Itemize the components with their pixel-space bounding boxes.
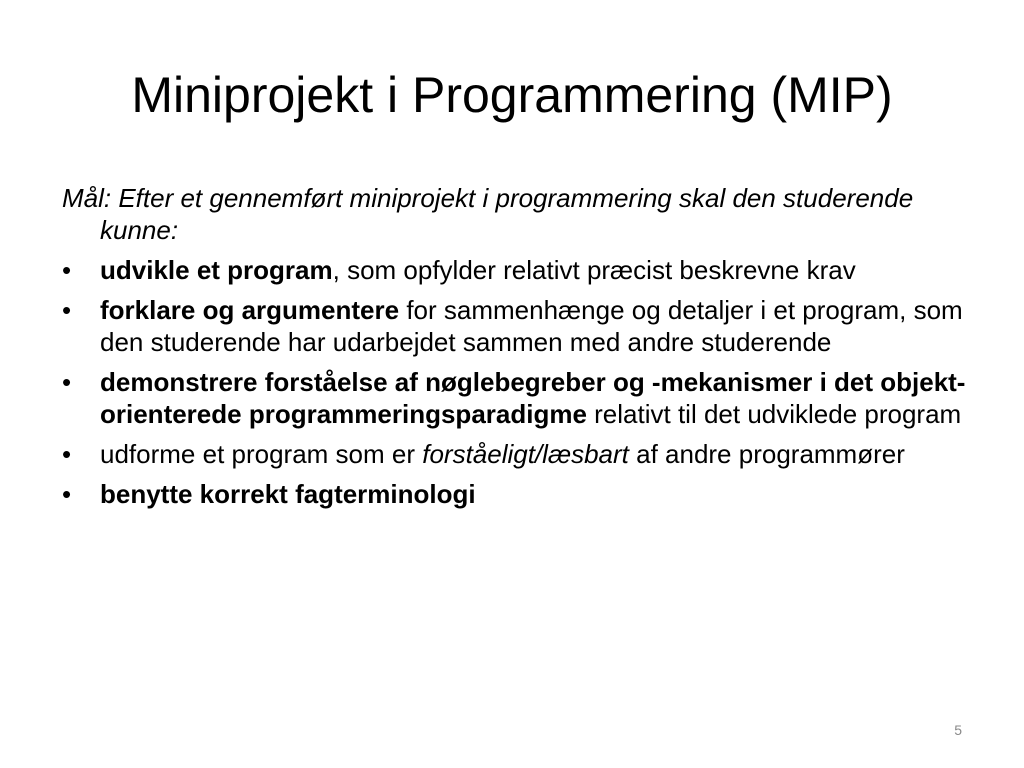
bullet-text: udforme et program som er xyxy=(100,439,423,469)
bullet-list xyxy=(62,254,967,510)
bullet-dot-icon: • xyxy=(62,367,72,397)
bullet-item-readable-program xyxy=(62,438,967,470)
bullet-item-develop-program xyxy=(62,254,967,286)
bullet-bold-text: demonstrere forståelse af nøglebegreber og -mekanismer i det objekt-orienterede programmeringsparadigme xyxy=(100,367,966,429)
bullet-text: for sammenhænge og detaljer i et program, som den studerende har udarbejdet sammen med andre studerende xyxy=(100,295,963,357)
bullet-dot-icon: • xyxy=(62,479,72,509)
bullet-dot-icon: • xyxy=(62,439,72,469)
bullet-text: , som opfylder relativt præcist beskrevne krav xyxy=(332,255,856,285)
intro-text: Mål: Efter et gennemført miniprojekt i programmering skal den studerende kunne: xyxy=(62,183,914,245)
bullet-text-after: af andre programmører xyxy=(628,439,905,469)
slide-content xyxy=(62,182,967,518)
bullet-italic-text: forståeligt/læsbart xyxy=(422,439,629,469)
bullet-item-explain-argue xyxy=(62,294,967,358)
bullet-item-terminology xyxy=(62,478,967,510)
slide-title: Miniprojekt i Programmering (MIP) xyxy=(131,67,893,123)
bullet-dot-icon: • xyxy=(62,295,72,325)
page-number: 5 xyxy=(954,722,962,738)
bullet-bold-text: forklare og argumentere xyxy=(100,295,400,325)
bullet-item-demonstrate-understanding xyxy=(62,366,967,430)
bullet-dot-icon: • xyxy=(62,255,72,285)
bullet-text: relativt til det udviklede program xyxy=(586,399,962,429)
bullet-bold-text: udvikle et program xyxy=(100,255,333,285)
bullet-bold-text: benytte korrekt fagterminologi xyxy=(100,479,476,509)
